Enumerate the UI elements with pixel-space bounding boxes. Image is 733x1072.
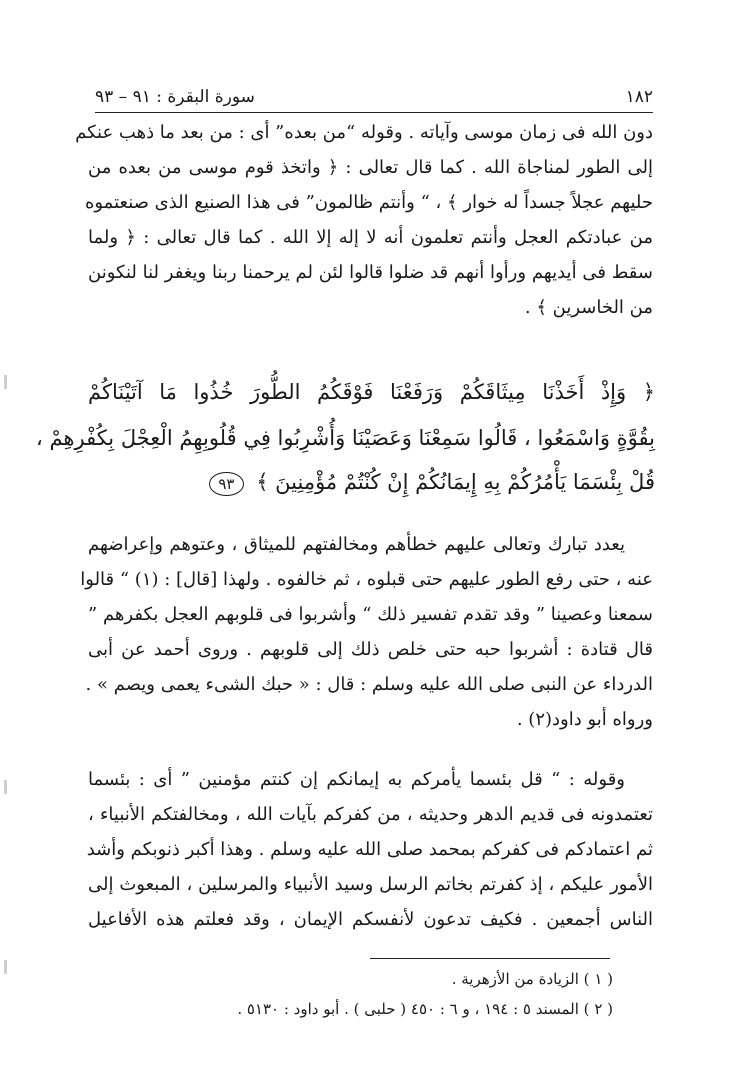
ayah-number-badge: ٩٣ [209,472,243,496]
page-number: ١٨٢ [625,87,653,107]
paragraph1-line: من عبادتكم العجل وأنتم تعلمون أنه لا إله إلا الله . كما قال تعالى : ﴿ ولما [88,227,653,248]
paragraph3-line: تعتمدونه فى قديم الدهر وحديثه ، من كفركم بآيات الله ، ومخالفتكم الأنبياء ، [88,804,653,825]
paragraph2-line: سمعنا وعصينا ” وقد تقدم تفسير ذلك “ وأشربوا فى قلوبهم العجل بكفرهم ” [88,604,653,625]
scan-edge-mark [4,375,7,389]
paragraph3-line: الناس أجمعين . فكيف تدعون لأنفسكم الإيمان ، وقد فعلتم هذه الأفاعيل [88,909,653,930]
surah-range: سورة البقرة : ٩١ – ٩٣ [95,87,255,107]
scan-edge-mark [4,780,7,794]
paragraph2-line: عنه ، حتى رفع الطور عليهم حتى قبلوه ، ثم خالفوه . ولهذا [قال] : (١) “ قالوا [80,569,653,590]
paragraph3-line: الأمور عليكم ، إذ كفرتم بخاتم الرسل وسيد الأنبياء والمرسلين ، المبعوث إلى [88,874,653,895]
paragraph3-line: ثم اعتمادكم فى كفركم بمحمد صلى الله عليه وسلم . وهذا أكبر ذنوبكم وأشد [86,839,653,860]
quran-verse-line [88,462,655,502]
paragraph1-line: إلى الطور لمناجاة الله . كما قال تعالى : ﴿ واتخذ قوم موسى من بعده من [88,157,653,178]
paragraph2-line: ورواه أبو داود(٢) . [516,709,653,730]
paragraph1-line: سقط فى أيديهم ورأوا أنهم قد ضلوا قالوا لئن لم يرحمنا ربنا ويغفر لنا لنكونن [88,262,653,283]
paragraph1-line: دون الله فى زمان موسى وآياته . وقوله “من بعده” أى : من بعد ما ذهب عنكم [75,122,653,143]
footnote: ( ١ ) الزيادة من الأزهرية . [451,970,613,988]
scan-edge-mark [4,960,7,974]
footnote: ( ٢ ) المسند ٥ : ١٩٤ ، و ٦ : ٤٥٠ ( حلبى ) . أبو داود : ٥١٣٠ . [237,1000,613,1018]
paragraph1-line: حليهم عجلاً جسداً له خوار ﴾ ، “ وأنتم ظالمون” فى هذا الصنيع الذى صنعتموه [84,192,653,213]
paragraph2-line: قال قتادة : أشربوا حبه حتى خلص ذلك إلى قلوبهم . وروى أحمد عن أبى [88,639,653,660]
header-rule [95,112,653,113]
footnote-rule [370,958,610,959]
paragraph2-line: يعدد تبارك وتعالى عليهم خطأهم ومخالفتهم للميثاق ، وعتوهم وإعراضهم [88,534,625,555]
paragraph3-line: وقوله : “ قل بئسما يأمركم به إيمانكم إن كنتم مؤمنين ” أى : بئسما [88,769,625,790]
quran-verse-line: ﴿ وَإِذْ أَخَذْنَا مِيثَاقَكُمْ وَرَفَعْنَا فَوْقَكُمُ الطُّورَ خُذُوا مَا آتَيْنَاكُمْ [88,380,655,404]
paragraph1-line: من الخاسرين ﴾ . [524,297,653,318]
paragraph2-line: الدرداء عن النبى صلى الله عليه وسلم : قال : « حبك الشىء يعمى ويصم » . [85,674,653,695]
quran-verse-text: قُلْ بِئْسَمَا يَأْمُرُكُمْ بِهِ إِيمَانُكُمْ إِنْ كُنْتُمْ مُؤْمِنِينَ ﴾ [256,470,655,494]
page-header [95,84,653,110]
quran-verse-line: بِقُوَّةٍ وَاسْمَعُوا ، قَالُوا سَمِعْنَا وَعَصَيْنَا وَأُشْرِبُوا فِي قُلُوبِهِمُ الْعِجْلَ بِكُفْرِهِمْ ، [36,426,655,450]
